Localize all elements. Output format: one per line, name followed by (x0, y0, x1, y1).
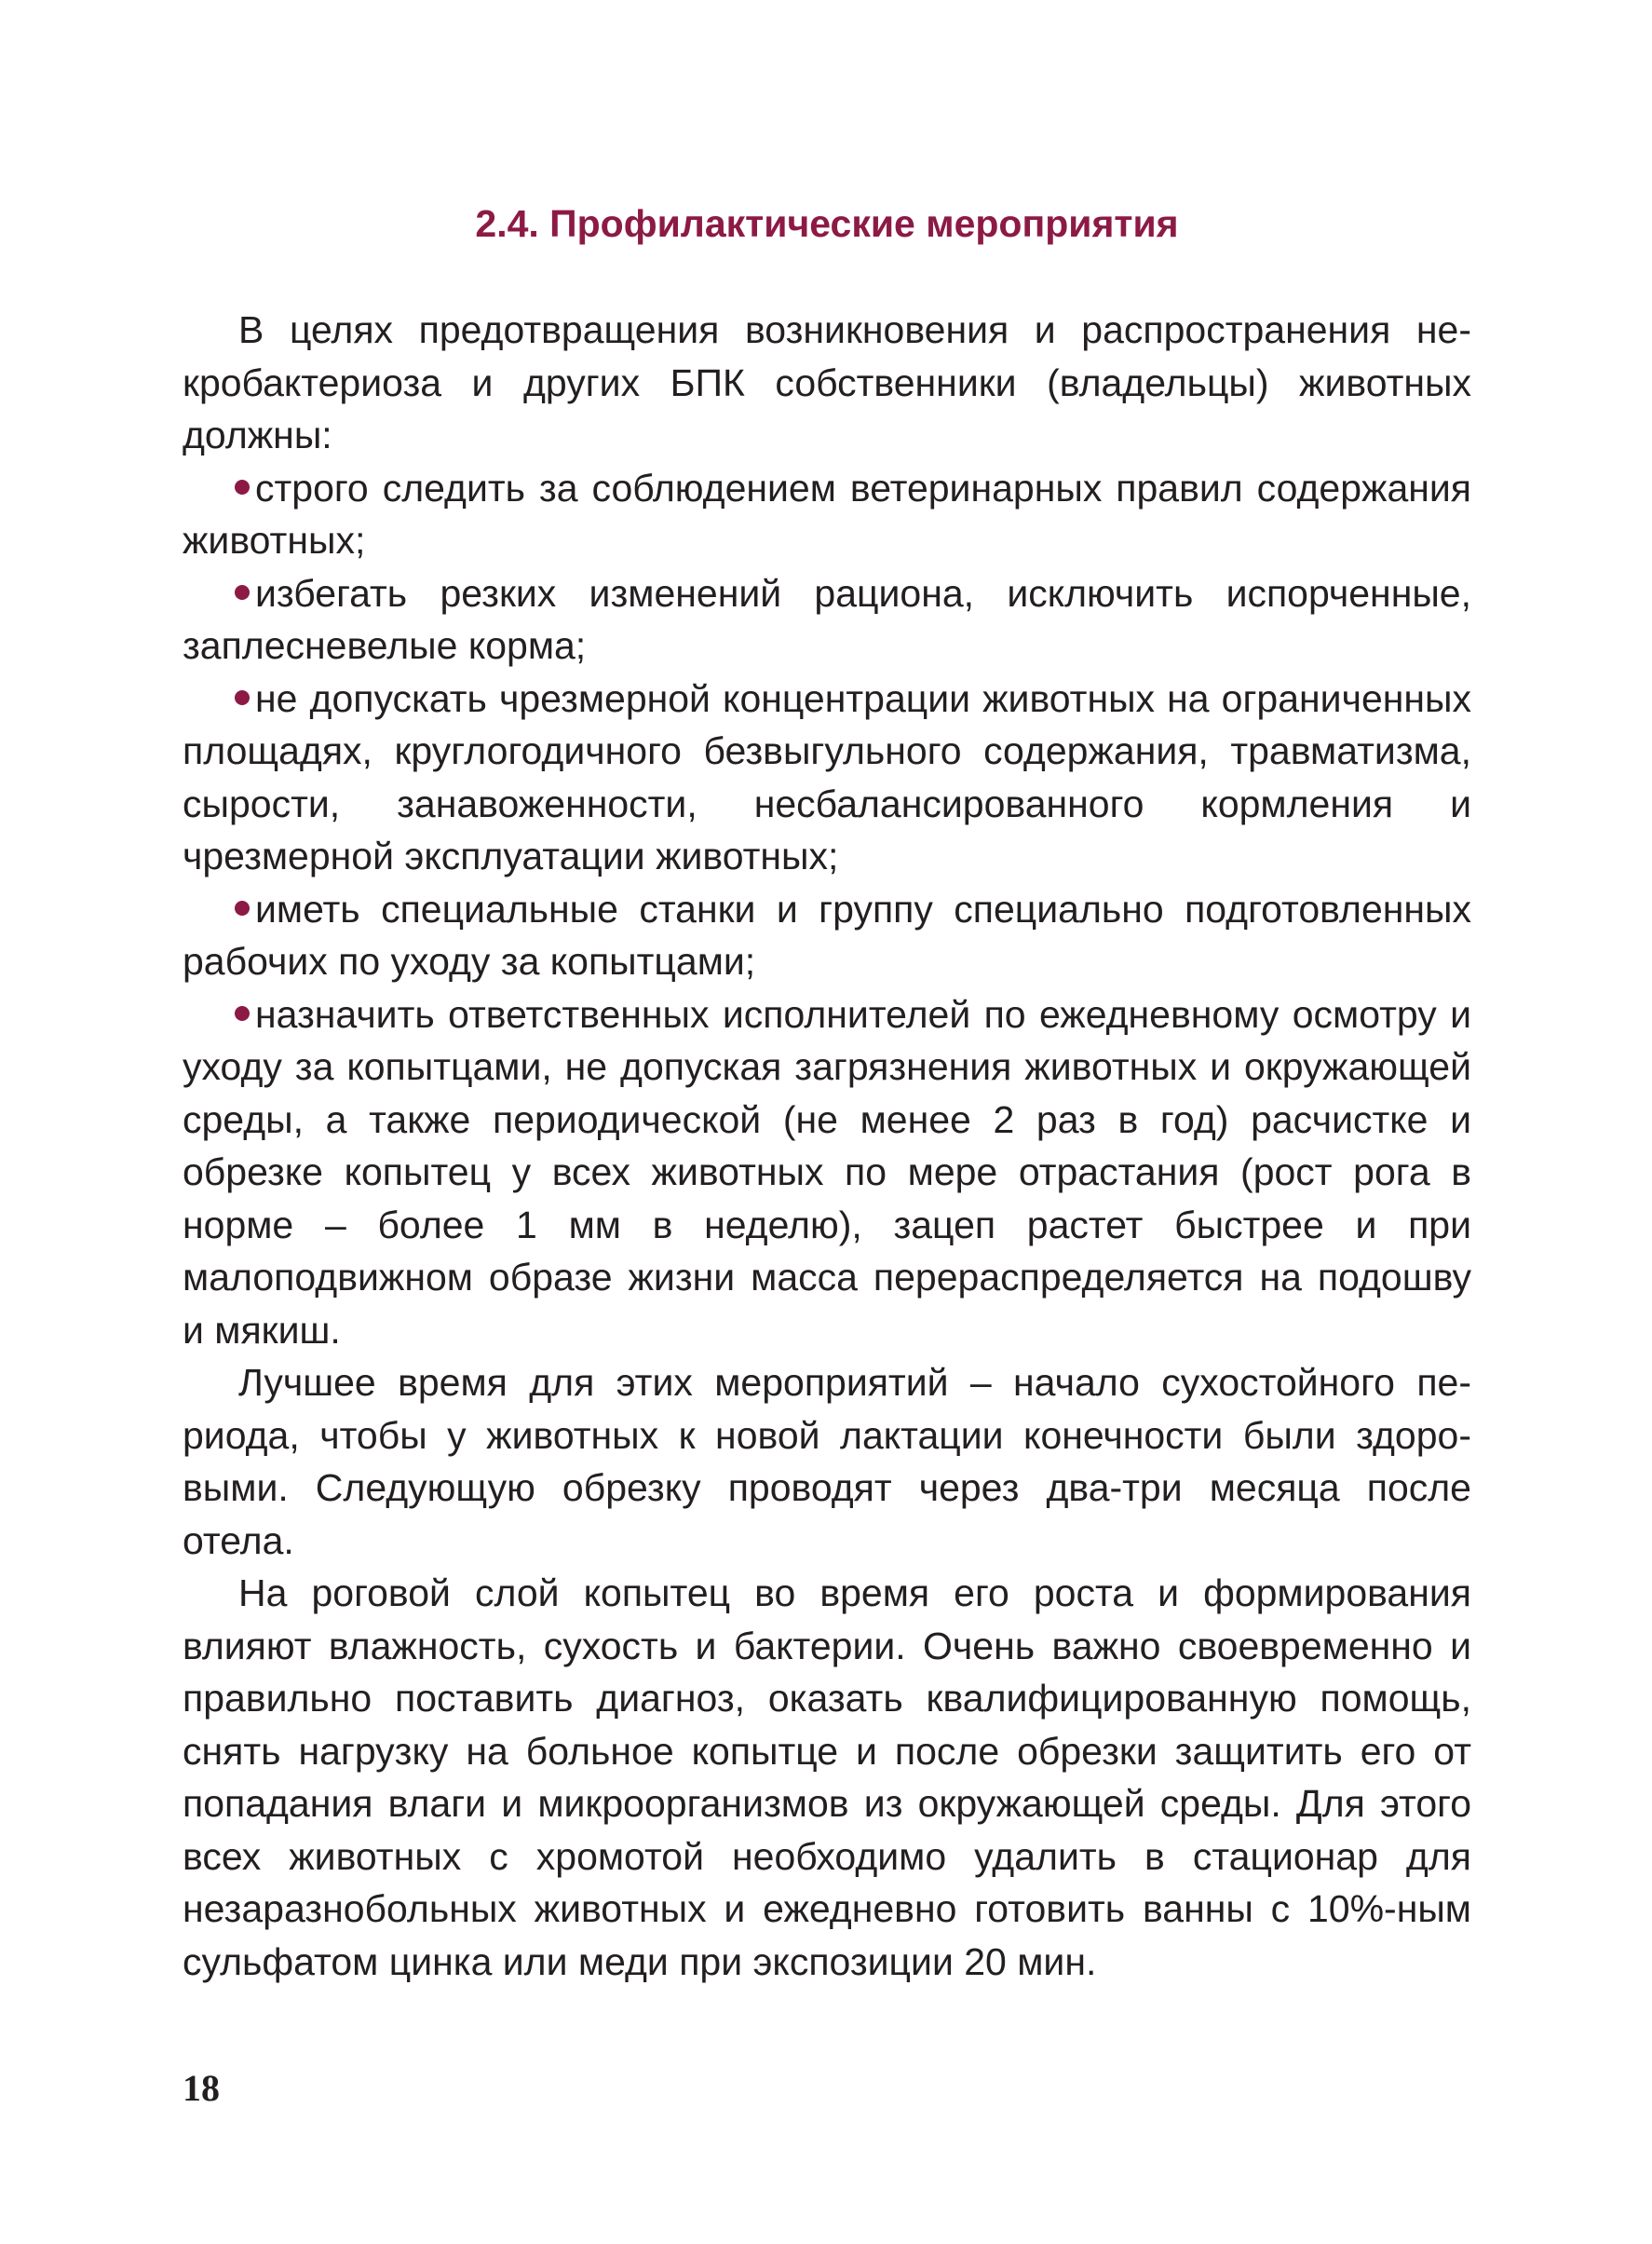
bullet-icon (235, 1006, 250, 1021)
bullet-icon (235, 585, 250, 600)
bullet-icon (235, 480, 250, 495)
page-number: 18 (183, 2067, 220, 2109)
list-item-text: не допускать чрезмерной концентрации животных на ограниченных площадях, круглогодичного безвыгульного содержания, травматизма, сырости, занавоженности, несбалансированного кормления и чрезмерной эксплуатации животных; (183, 676, 1471, 877)
body-text (183, 304, 1471, 1988)
list-item (183, 462, 1471, 567)
list-item-text: строго следить за соблюдением ветеринарных правил содержания животных; (183, 466, 1471, 562)
bullet-icon (235, 901, 250, 916)
list-item (183, 988, 1471, 1357)
list-item (183, 673, 1471, 883)
timing-paragraph: Лучшее время для этих мероприятий – начало сухостойного периода, чтобы у животных к новой лактации конечности были здоровыми. Следующую обрезку проводят через два-три месяца после отела. (183, 1361, 1471, 1562)
list-item-text: избегать резких изменений рациона, исключить испорченные, заплесневелые корма; (183, 571, 1471, 667)
treatment-paragraph: На роговой слой копытец во время его роста и формирования влияют влажность, сухость и бактерии. Очень важно своевременно и правильно поставить диагноз, оказать квалифицированную помощь, снять нагрузку на больное копытце и после обрезки защитить его от попадания влаги и микроорганизмов из окружающей среды. Для этого всех животных с хромотой необходимо удалить в стационар для незаразнобольных животных и ежедневно готовить ванны с 10%-ным сульфатом цинка или меди при экспозиции 20 мин. (183, 1571, 1471, 1983)
list-item (183, 883, 1471, 988)
list-item (183, 567, 1471, 673)
list-item-text: назначить ответственных исполнителей по ежедневному осмотру и уходу за копытцами, не допуская загрязнения животных и окружающей среды, а также периодической (не менее 2 раз в год) расчистке и обрезке копытец у всех животных по мере отрастания (рост рога в норме – более 1 мм в неделю), зацеп растет быстрее и при малоподвижном образе жизни масса перераспределяется на подошву и мякиш. (183, 992, 1471, 1352)
section-heading: 2.4. Профилактические мероприятия (475, 202, 1179, 245)
bullet-icon (235, 690, 250, 705)
list-item-text: иметь специальные станки и группу специально подготовленных рабочих по уходу за копытцами; (183, 887, 1471, 983)
intro-paragraph: В целях предотвращения возникновения и распространения некробактериоза и других БПК собственники (владельцы) животных должны: (183, 308, 1471, 456)
